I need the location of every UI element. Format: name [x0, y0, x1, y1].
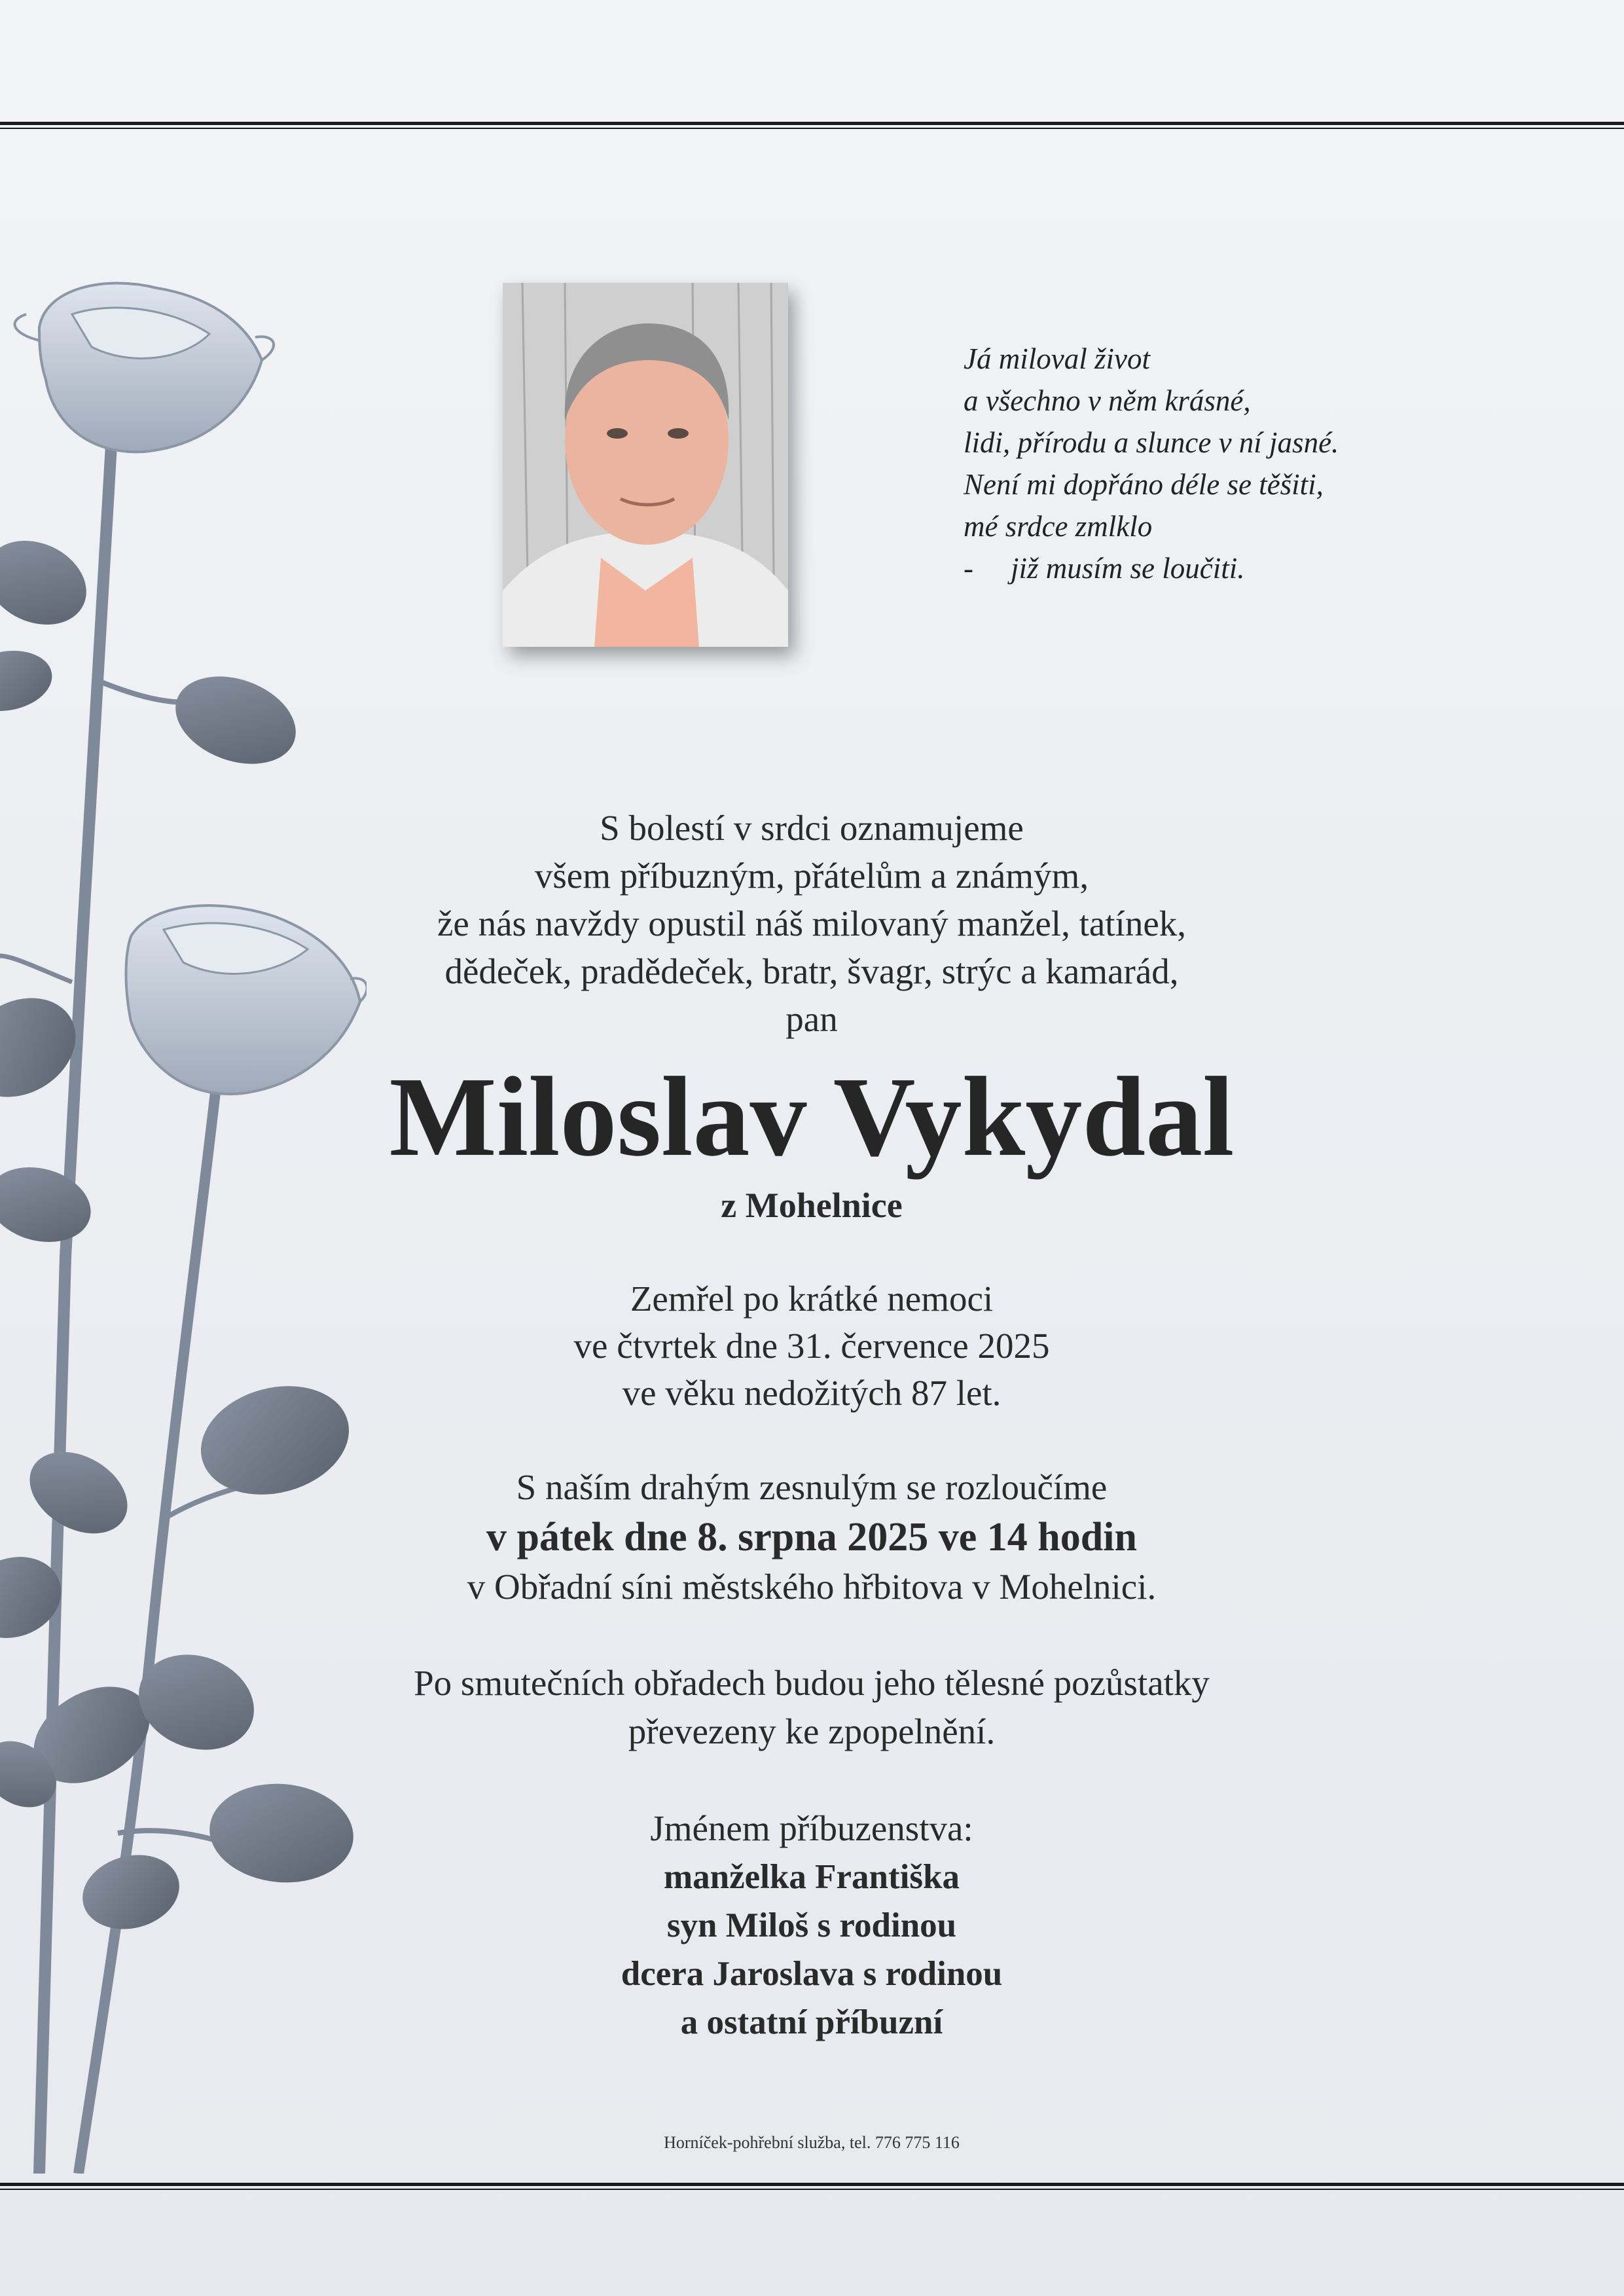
- farewell-details: [262, 1463, 1362, 1612]
- cremation-line: Po smutečních obřadech budou jeho tělesné pozůstatky: [414, 1663, 1210, 1703]
- deceased-place: z Mohelnice: [721, 1186, 903, 1225]
- poem-line: [964, 547, 1487, 589]
- poem: [964, 338, 1487, 589]
- poem-line: mé srdce zmlklo: [964, 510, 1153, 543]
- poem-line: Není mi dopřáno déle se těšiti,: [964, 468, 1324, 501]
- poem-line: Já miloval život: [964, 342, 1150, 375]
- intro-line: dědeček, pradědeček, bratr, švagr, strýc a kamarád,: [444, 951, 1179, 991]
- family-heading: Jménem příbuzenstva:: [650, 1808, 973, 1848]
- poem-line: lidi, přírodu a slunce v ní jasné.: [964, 426, 1339, 459]
- poem-dash: -: [964, 552, 973, 585]
- farewell-line: S naším drahým zesnulým se rozloučíme: [516, 1467, 1108, 1507]
- cremation-note: [262, 1659, 1362, 1756]
- funeral-service-footer: Horníček-pohřební služba, tel. 776 775 116: [664, 2133, 960, 2152]
- intro-line: S bolestí v srdci oznamujeme: [600, 808, 1024, 848]
- family-member: syn Miloš s rodinou: [666, 1906, 957, 1944]
- farewell-location: v Obřadní síni městského hřbitova v Mohelnici.: [467, 1567, 1157, 1607]
- death-line: ve čtvrtek dne 31. července 2025: [573, 1326, 1050, 1366]
- top-border-rule: [0, 122, 1624, 129]
- poem-last-line: již musím se loučiti.: [1011, 552, 1245, 585]
- portrait-photo: [503, 283, 788, 647]
- death-line: Zemřel po krátké nemoci: [630, 1279, 994, 1319]
- death-details: [262, 1275, 1362, 1417]
- bottom-border-rule: [0, 2183, 1624, 2190]
- intro-line: že nás navždy opustil náš milovaný manžel, tatínek,: [437, 903, 1186, 943]
- family-member: manželka Františka: [664, 1858, 960, 1896]
- poem-line: a všechno v něm krásné,: [964, 384, 1251, 417]
- family-member: dcera Jaroslava s rodinou: [621, 1955, 1003, 1993]
- family-signatures: [262, 1804, 1362, 2047]
- farewell-datetime: v pátek dne 8. srpna 2025 ve 14 hodin: [486, 1515, 1137, 1559]
- announcement-intro: [262, 804, 1362, 1043]
- deceased-name: Miloslav Vykydal: [389, 1053, 1235, 1180]
- death-line: ve věku nedožitých 87 let.: [622, 1373, 1001, 1413]
- family-member: a ostatní příbuzní: [680, 2003, 943, 2041]
- cremation-line: převezeny ke zpopelnění.: [628, 1711, 996, 1751]
- intro-line: všem příbuzným, přátelům a známým,: [534, 856, 1089, 896]
- intro-line: pan: [785, 999, 838, 1039]
